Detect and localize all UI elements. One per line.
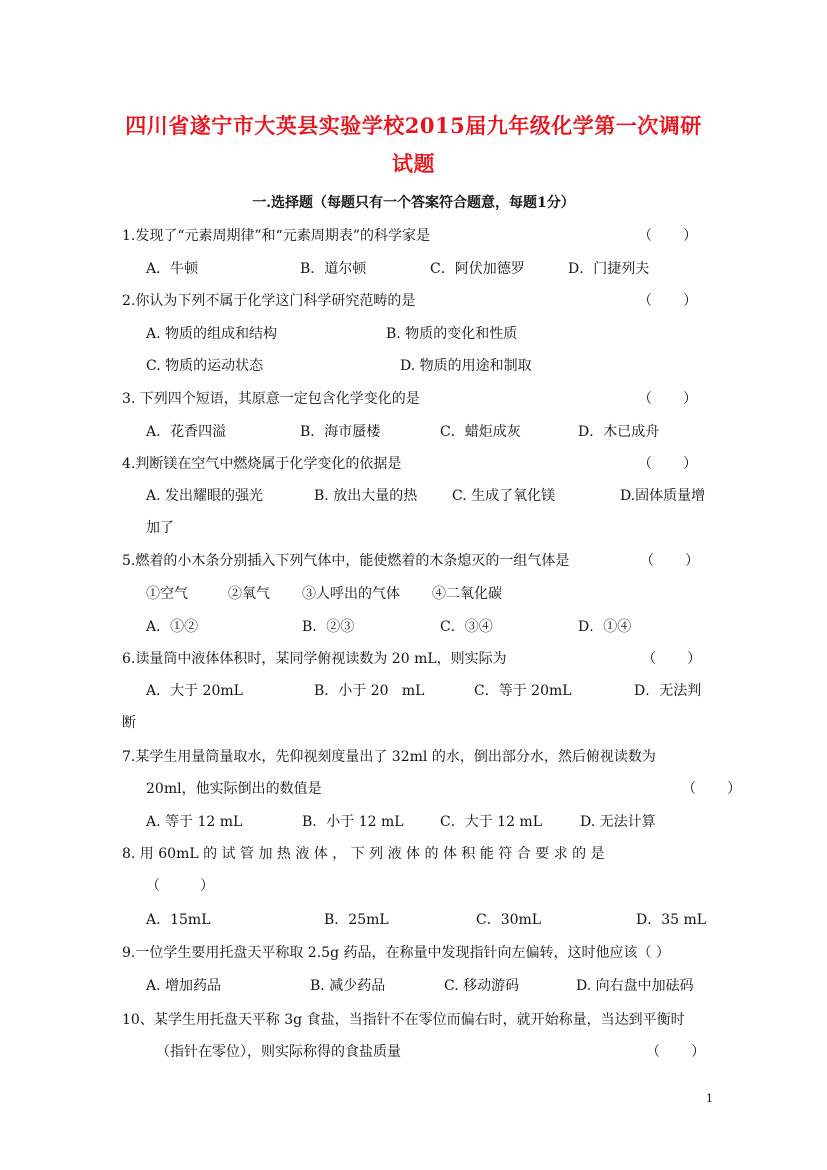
question-3-option-b: B．海市蜃楼 <box>300 424 381 440</box>
question-9-option-c: C. 移动游码 <box>444 978 520 994</box>
question-6-option-c: C．等于 20mL <box>474 683 572 699</box>
question-6-option-b: B．小于 20 mL <box>314 683 425 699</box>
question-6-answer-blank: （ ） <box>642 651 702 667</box>
question-4-stem: 4.判断镁在空气中燃烧属于化学变化的依据是 <box>122 456 402 472</box>
question-6-stem: 6.读量筒中液体体积时，某同学俯视读数为 20 mL，则实际为 <box>122 651 507 667</box>
document-title-line2: 试题 <box>392 151 435 176</box>
question-8-stem: 8. 用 60mL 的 试 管 加 热 液 体 ， 下 列 液 体 的 体 积 能 符 合 要 求 的 是 <box>122 846 605 862</box>
question-7-stem: 7.某学生用量筒量取水，先仰视刻度量出了 32ml 的水，倒出部分水，然后俯视读数为 <box>122 749 656 765</box>
question-7-answer-blank: （ ） <box>682 781 742 797</box>
question-9-option-a: A. 增加药品 <box>146 978 222 994</box>
section-heading: 一.选择题（每题只有一个答案符合题意，每题1分） <box>252 195 575 211</box>
question-5-item-4: ④二氧化碳 <box>432 586 502 602</box>
question-9-option-d: D. 向右盘中加砝码 <box>576 978 694 994</box>
question-3-stem: 3. 下列四个短语，其原意一定包含化学变化的是 <box>122 391 420 407</box>
question-5-item-1: ①空气 <box>146 586 188 602</box>
question-5-item-3: ③人呼出的气体 <box>302 586 400 602</box>
question-2-stem: 2.你认为下列不属于化学这门科学研究范畴的是 <box>122 293 416 309</box>
question-4-option-a: A. 发出耀眼的强光 <box>146 488 264 504</box>
question-10-stem-continuation: （指针在零位），则实际称得的食盐质量 <box>156 1044 401 1060</box>
question-3-option-a: A．花香四溢 <box>146 424 227 440</box>
question-9-option-b: B. 减少药品 <box>310 978 386 994</box>
question-1-option-c: C．阿伏加德罗 <box>430 261 525 277</box>
question-7-option-d: D. 无法计算 <box>580 814 656 830</box>
question-2-option-d: D. 物质的用途和制取 <box>400 358 532 374</box>
question-2-option-a: A. 物质的组成和结构 <box>146 326 278 342</box>
question-3-option-c: C．蜡炬成灰 <box>440 424 521 440</box>
question-5-option-a: A．①② <box>146 619 199 635</box>
page-number: 1 <box>706 1092 713 1105</box>
question-4-option-d-continuation: 加了 <box>146 520 174 536</box>
question-6-option-a: A．大于 20mL <box>146 683 243 699</box>
question-4-option-d: D.固体质量增 <box>620 488 706 504</box>
question-7-stem-continuation: 20ml，他实际倒出的数值是 <box>146 781 322 797</box>
question-1-answer-blank: （ ） <box>638 228 698 244</box>
question-5-item-2: ②氧气 <box>228 586 270 602</box>
question-1-option-a: A．牛顿 <box>146 261 199 277</box>
question-5-stem: 5.燃着的小木条分别插入下列气体中，能使燃着的木条熄灭的一组气体是 <box>122 553 570 569</box>
question-2-option-b: B. 物质的变化和性质 <box>386 326 518 342</box>
question-8-option-a: A．15mL <box>146 912 211 928</box>
question-2-answer-blank: （ ） <box>638 293 698 309</box>
question-7-option-c: C．大于 12 mL <box>440 814 542 830</box>
question-8-option-d: D．35 mL <box>636 912 707 928</box>
question-6-option-d: D．无法判 <box>634 683 702 699</box>
question-7-option-b: B．小于 12 mL <box>302 814 404 830</box>
question-10-answer-blank: （ ） <box>646 1044 706 1060</box>
question-4-option-c: C. 生成了氧化镁 <box>452 488 556 504</box>
question-3-answer-blank: （ ） <box>638 391 698 407</box>
question-5-option-c: C．③④ <box>440 619 493 635</box>
question-7-option-a: A. 等于 12 mL <box>146 814 243 830</box>
question-9-stem: 9.一位学生要用托盘天平称取 2.5g 药品，在称量中发现指针向左偏转，这时他应该（ ） <box>122 945 670 961</box>
document-title-line1: 四川省遂宁市大英县实验学校2015届九年级化学第一次调研 <box>125 113 702 138</box>
question-5-option-b: B．②③ <box>302 619 355 635</box>
question-8-option-c: C．30mL <box>476 912 542 928</box>
question-2-option-c: C. 物质的运动状态 <box>146 358 264 374</box>
question-1-stem: 1.发现了“元素周期律”和“元素周期表”的科学家是 <box>122 228 430 244</box>
question-4-option-b: B. 放出大量的热 <box>314 488 418 504</box>
question-5-option-d: D．①④ <box>578 619 632 635</box>
question-8-answer-blank: （ ） <box>146 878 215 894</box>
question-8-option-b: B．25mL <box>324 912 389 928</box>
question-1-option-b: B．道尔顿 <box>300 261 367 277</box>
question-1-option-d: D．门捷列夫 <box>568 261 650 277</box>
question-4-answer-blank: （ ） <box>638 456 698 472</box>
question-5-answer-blank: （ ） <box>640 553 700 569</box>
question-10-stem: 10、某学生用托盘天平称 3g 食盐，当指针不在零位而偏右时，就开始称量，当达到平衡时 <box>122 1012 685 1028</box>
question-3-option-d: D．木已成舟 <box>578 424 660 440</box>
question-6-option-d-continuation: 断 <box>122 715 136 731</box>
